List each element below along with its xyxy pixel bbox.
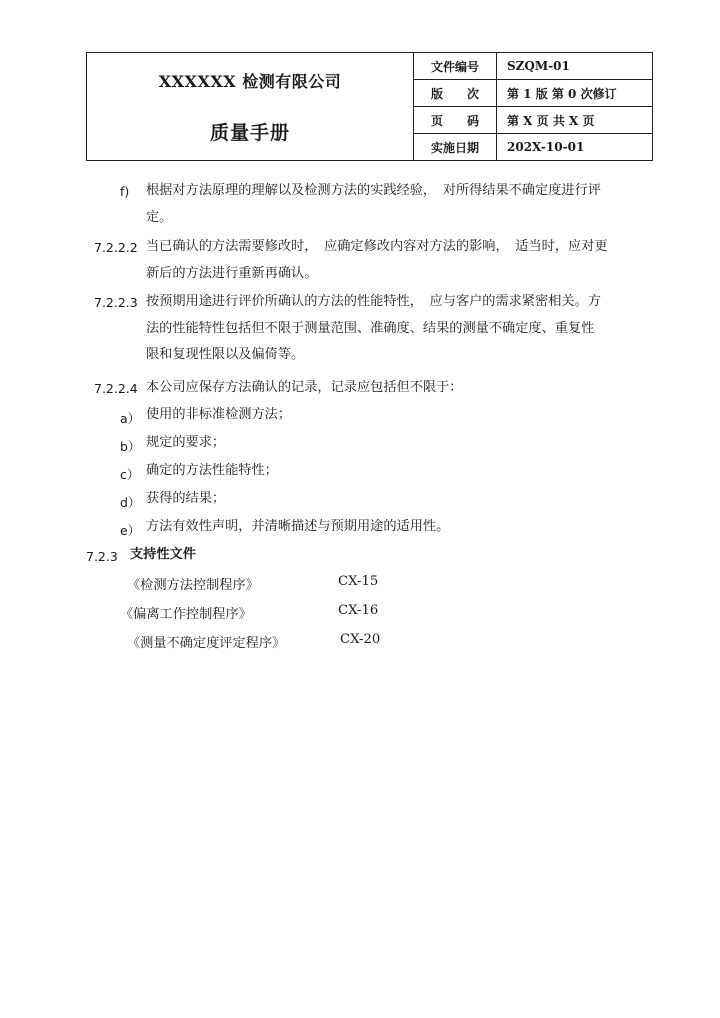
- list-item-number: d）: [120, 495, 141, 510]
- list-item-text: 获得的结果；: [146, 491, 226, 506]
- section-7224-number: 7.2.2.4: [94, 381, 138, 396]
- procedure-code: CX-15: [338, 574, 379, 589]
- section-7223-number: 7.2.2.3: [94, 295, 138, 310]
- header-key-doc-no: 文件编号: [414, 53, 497, 80]
- manual-title: 质量手册: [209, 121, 290, 144]
- text-line: 按预期用途进行评价所确认的方法的性能特性， 应与客户的需求紧密相关。方: [146, 294, 601, 309]
- section-723-number: 7.2.3: [86, 549, 118, 564]
- header-key-page: 页 码: [414, 107, 497, 134]
- text-line: 法的性能特性包括但不限于测量范围、准确度、结果的测量不确定度、重复性: [146, 320, 595, 336]
- text-line: 限和复现性限以及偏倚等。: [146, 347, 305, 362]
- header-value-edition: 第 1 版 第 0 次修订: [497, 80, 653, 107]
- header-key-date: 实施日期: [414, 134, 497, 161]
- text-line: 定。: [146, 209, 173, 225]
- item-f-number: f): [120, 184, 130, 199]
- list-item-number: b）: [120, 439, 141, 454]
- list-item-text: 确定的方法性能特性；: [146, 463, 278, 478]
- header-title-cell: [87, 53, 414, 161]
- list-item-number: c）: [120, 467, 140, 482]
- procedure-code: CX-20: [340, 632, 381, 647]
- header-value-date: 202X-10-01: [497, 134, 653, 161]
- item-f-text: [146, 178, 646, 231]
- list-item-number: a）: [120, 411, 141, 426]
- procedure-name: 《测量不确定度评定程序》: [127, 636, 286, 651]
- header-value-page: 第 X 页 共 X 页: [497, 107, 653, 134]
- text-line: 当已确认的方法需要修改时， 应确定修改内容对方法的影响， 适当时，应对更: [146, 239, 608, 254]
- procedure-name: 《检测方法控制程序》: [127, 578, 259, 593]
- list-item-text: 规定的要求；: [146, 435, 226, 450]
- section-7222-text: [146, 234, 646, 287]
- list-item-text: 方法有效性声明，并清晰描述与预期用途的适用性。: [146, 519, 450, 534]
- text-line: 根据对方法原理的理解以及检测方法的实践经验， 对所得结果不确定度进行评: [146, 183, 601, 198]
- header-value-doc-no: SZQM-01: [497, 53, 653, 80]
- section-7223-text: [146, 289, 646, 369]
- company-name: XXXXXX 检测有限公司: [158, 71, 342, 91]
- procedure-name: 《偏离工作控制程序》: [120, 607, 252, 622]
- section-7222-number: 7.2.2.2: [94, 240, 138, 255]
- header-key-edition: 版 次: [414, 80, 497, 107]
- section-723-title: 支持性文件: [130, 547, 196, 562]
- document-header-table: [86, 52, 653, 161]
- list-item-text: 使用的非标准检测方法；: [146, 407, 292, 422]
- procedure-code: CX-16: [338, 603, 379, 618]
- section-7224-text: 本公司应保存方法确认的记录，记录应包括但不限于：: [146, 380, 463, 395]
- text-line: 新后的方法进行重新再确认。: [146, 265, 318, 281]
- list-item-number: e）: [120, 523, 141, 538]
